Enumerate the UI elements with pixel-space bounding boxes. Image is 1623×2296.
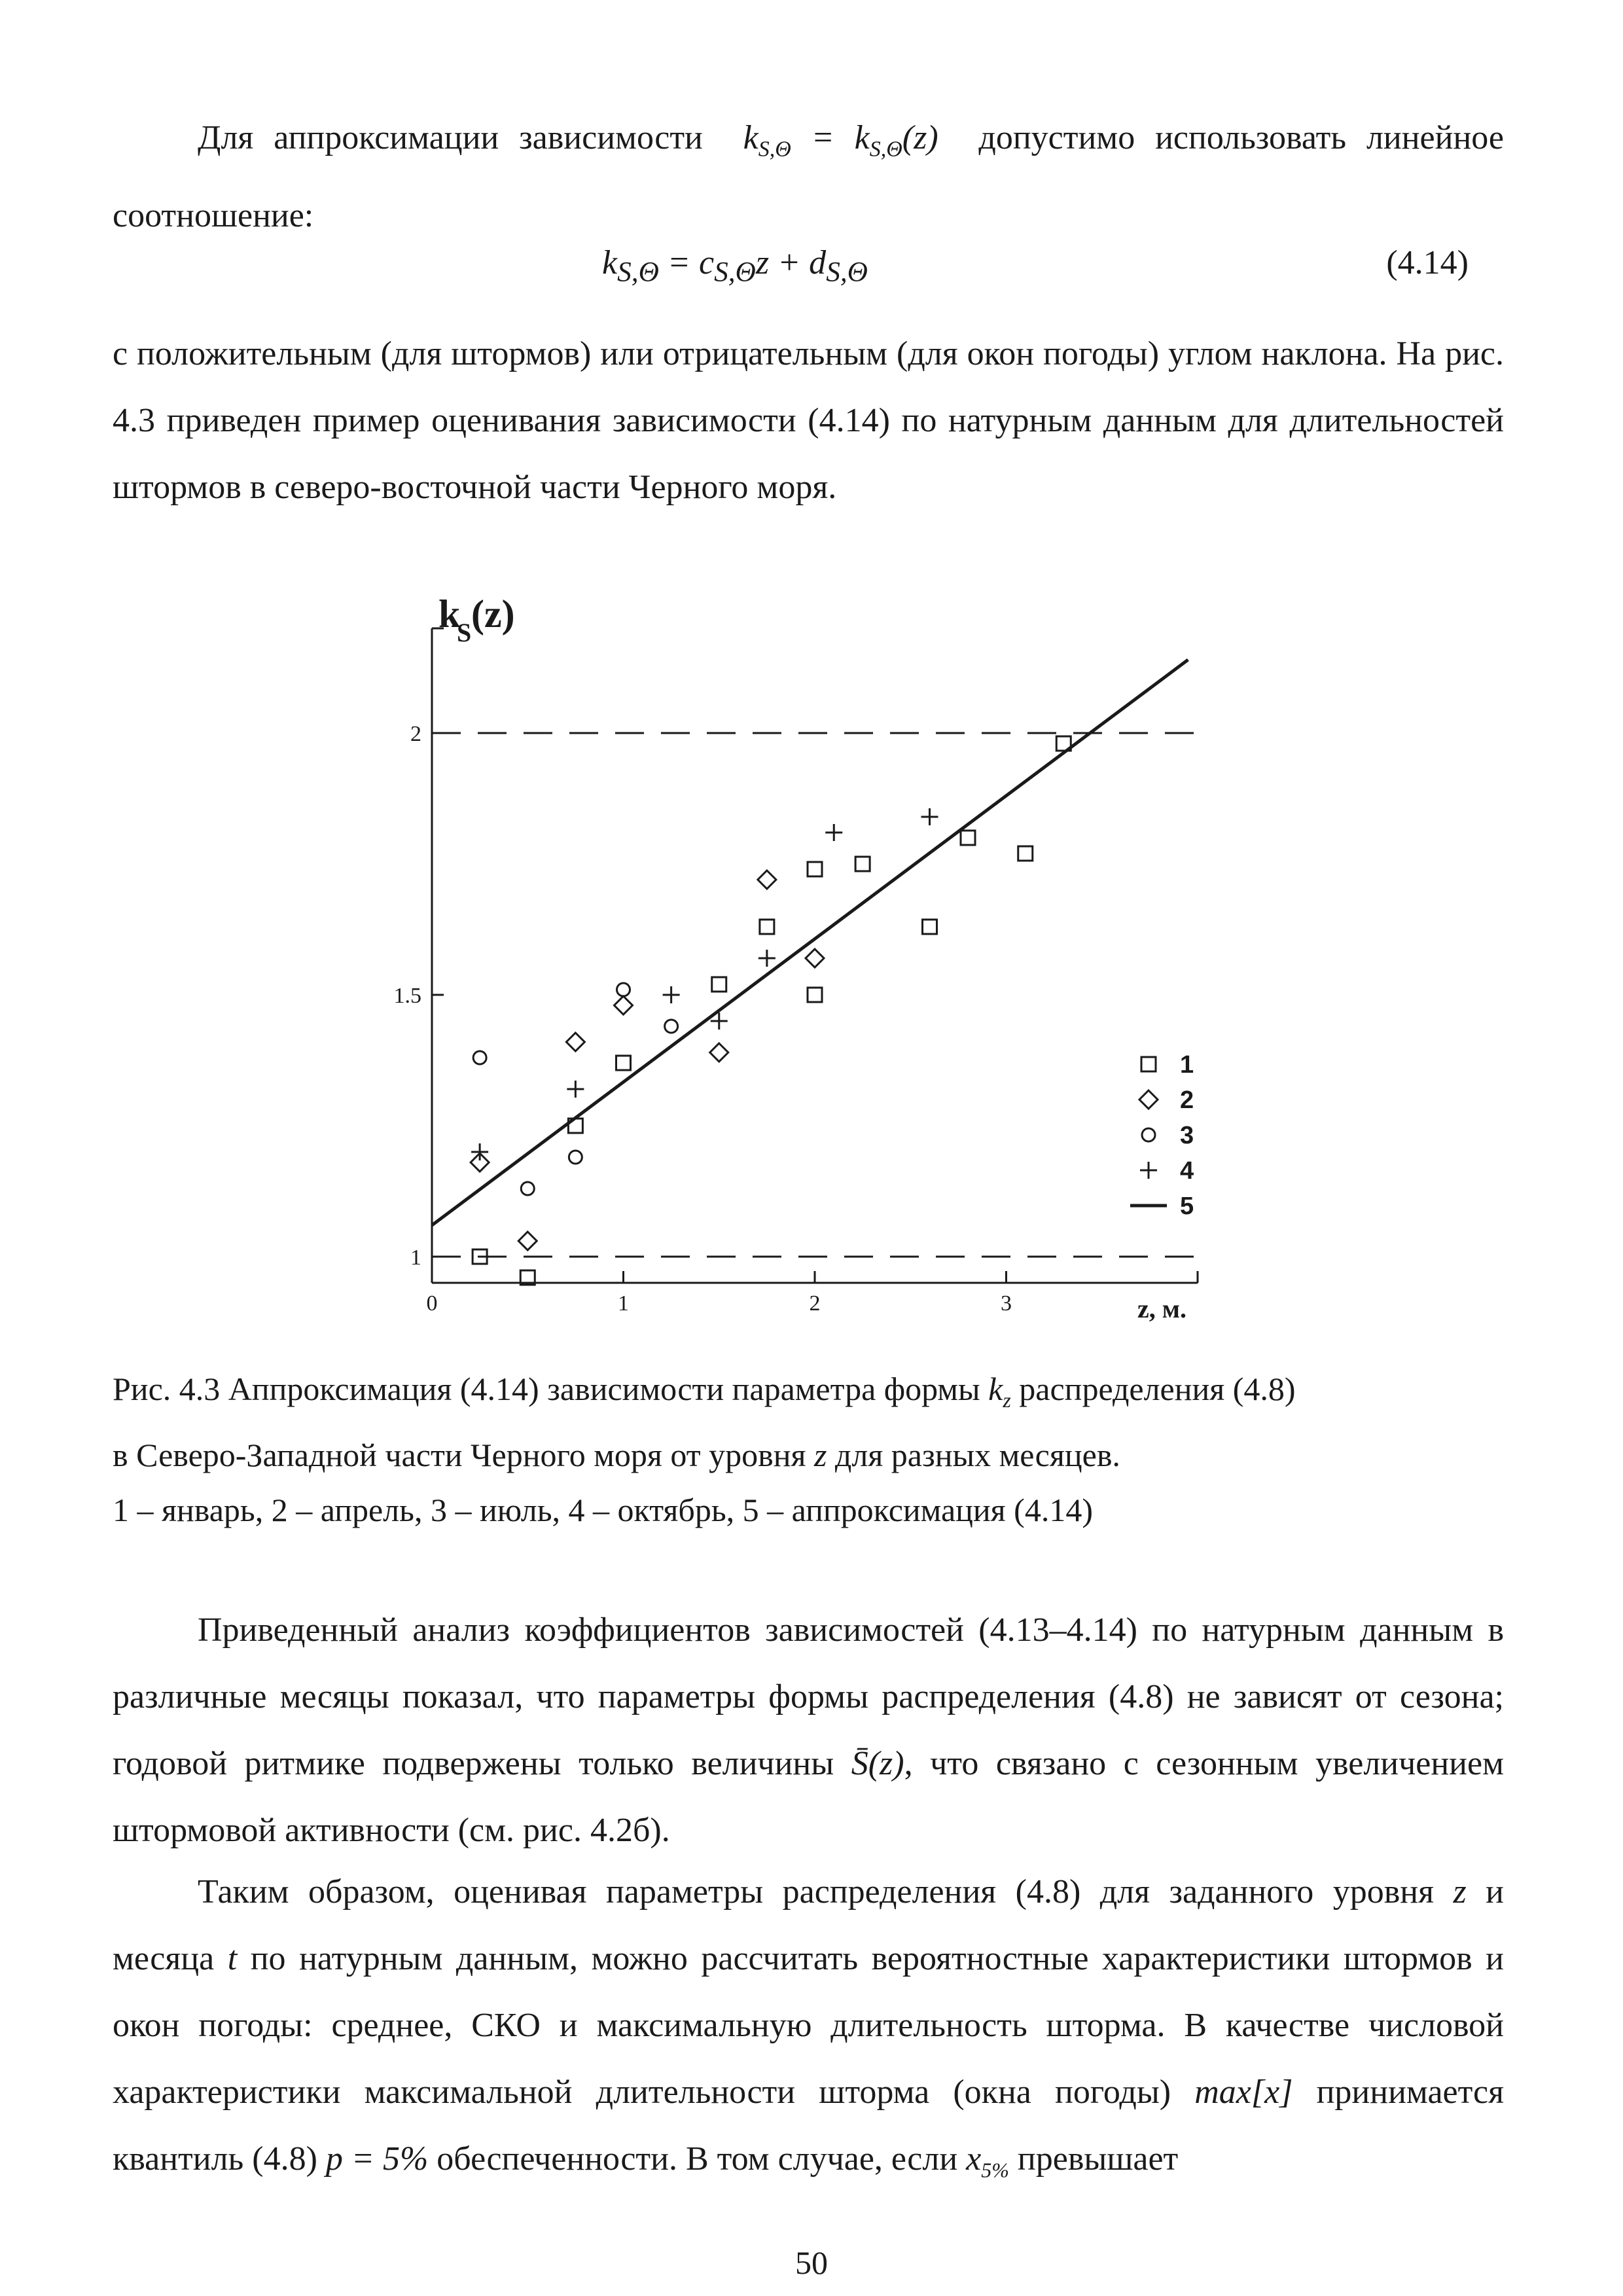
caption-line-3: 1 – январь, 2 – апрель, 3 – июль, 4 – октябрь, 5 – аппроксимация (4.14) bbox=[113, 1492, 1093, 1528]
point-series-1 bbox=[616, 1056, 631, 1070]
y-axis-title-k: k bbox=[438, 592, 461, 636]
caption-line-1: Рис. 4.3 Аппроксимация (4.14) зависимости параметра формы $k_z$ распределения (4.8) bbox=[113, 1371, 1296, 1412]
legend-marker-1 bbox=[1141, 1057, 1156, 1071]
equation-number: (4.14) bbox=[1386, 244, 1469, 281]
legend-label-2: 2 bbox=[1180, 1086, 1194, 1114]
legend-label-1: 1 bbox=[1180, 1051, 1194, 1079]
point-series-1 bbox=[808, 862, 822, 876]
legend-marker-2 bbox=[1139, 1090, 1158, 1109]
point-series-1 bbox=[712, 977, 726, 992]
page-number: 50 bbox=[795, 2244, 828, 2281]
point-series-3 bbox=[665, 1020, 678, 1033]
point-series-4 bbox=[663, 986, 680, 1003]
point-series-1 bbox=[1018, 846, 1033, 861]
point-series-3 bbox=[521, 1182, 534, 1195]
point-series-2 bbox=[566, 1033, 584, 1051]
point-series-4 bbox=[567, 1081, 584, 1098]
chart-marks bbox=[432, 660, 1188, 1285]
point-series-3 bbox=[617, 983, 630, 996]
point-series-4 bbox=[758, 950, 776, 967]
y-tick-label: 1.5 bbox=[393, 984, 421, 1008]
y-axis-title-arg: (z) bbox=[471, 592, 515, 636]
figure-4-3-chart bbox=[366, 576, 1270, 1329]
legend-label-5: 5 bbox=[1180, 1193, 1194, 1220]
s-bar-formula: S̄(z) bbox=[851, 1745, 904, 1782]
chart-legend bbox=[1130, 1051, 1194, 1220]
legend-label-3: 3 bbox=[1180, 1122, 1194, 1149]
chart-axes bbox=[394, 628, 1198, 1316]
caption-line-2: в Северо-Западной части Черного моря от уровня z для разных месяцев. bbox=[113, 1437, 1120, 1473]
y-axis-title-sub: S bbox=[457, 618, 472, 647]
paragraph-3: Приведенный анализ коэффициентов зависимостей (4.13–4.14) по натурным данным в различные месяцы показал, что параметры формы распределения (4.8) не зависят от сезона; годовой ритмике подвержены только величины S̄(z), что связано с сезонным увеличением штормовой активности (см. рис. 4.2б). bbox=[113, 1611, 1504, 1849]
equation-4-14 bbox=[113, 243, 1504, 302]
legend-label-4: 4 bbox=[1180, 1157, 1194, 1185]
point-series-4 bbox=[825, 824, 842, 841]
point-series-2 bbox=[615, 996, 633, 1014]
paragraph-2: с положительным (для штормов) или отрицательным (для окон погоды) углом наклона. На рис. 4.3 приведен пример оценивания зависимости (4.14) по натурным данным для длительностей штормов в северо-восточной части Черного моря. bbox=[113, 335, 1504, 506]
point-series-2 bbox=[710, 1043, 728, 1062]
legend-marker-3 bbox=[1142, 1128, 1155, 1141]
x-axis-label: z, м. bbox=[1137, 1294, 1186, 1323]
point-series-2 bbox=[758, 870, 776, 889]
y-tick-label: 1 bbox=[410, 1246, 421, 1270]
x-tick-label: 3 bbox=[1001, 1291, 1012, 1316]
formula-ks-equals: $k_{S,\Theta} = k_{S,\Theta}(z)$ bbox=[743, 119, 938, 162]
x-tick-label: 2 bbox=[809, 1291, 821, 1316]
approximation-line-series-5 bbox=[432, 660, 1188, 1225]
point-series-2 bbox=[806, 949, 824, 967]
paragraph-1 bbox=[113, 105, 1504, 249]
point-series-1 bbox=[808, 988, 822, 1002]
equation-body: $k_{S,\Theta} = c_{S,\Theta}z + d_{S,\Theta}$ bbox=[602, 244, 868, 288]
legend-marker-4 bbox=[1140, 1162, 1157, 1179]
y-tick-label: 2 bbox=[410, 722, 421, 746]
point-series-1 bbox=[961, 831, 975, 845]
point-series-1 bbox=[923, 920, 937, 934]
paragraph-4: Таким образом, оценивая параметры распределения (4.8) для заданного уровня z и месяца t по натурным данным, можно рассчитать вероятностные характеристики штормов и окон погоды: среднее, СКО и максимальную длительность шторма. В качестве числовой характеристики максимальной длительности шторма (окна погоды) max[x] принимается квантиль (4.8) p = 5% обеспеченности. В том случае, если $x_{5\%}$ превышает bbox=[113, 1873, 1505, 2182]
point-series-3 bbox=[473, 1051, 486, 1064]
point-series-4 bbox=[921, 808, 938, 825]
paragraph-1-start: Для аппроксимации зависимости bbox=[198, 119, 703, 156]
x-tick-label: 1 bbox=[618, 1291, 629, 1316]
point-series-1 bbox=[760, 920, 774, 934]
point-series-3 bbox=[569, 1151, 582, 1164]
paragraph-1-end: допустимо использовать линейное соотношение: bbox=[113, 119, 1505, 235]
point-series-1 bbox=[855, 857, 870, 871]
y-axis-title bbox=[438, 592, 515, 647]
figure-caption bbox=[113, 1361, 1487, 1537]
x-tick-label: 0 bbox=[426, 1291, 438, 1316]
point-series-2 bbox=[518, 1232, 537, 1250]
